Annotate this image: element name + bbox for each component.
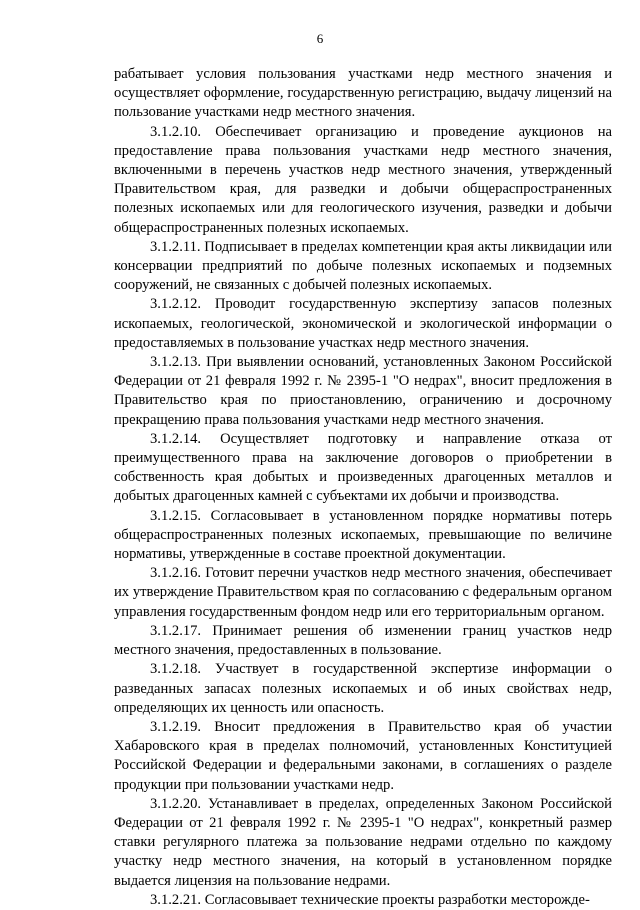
- clause-3-1-2-13: 3.1.2.13. При выявлении оснований, установленных Законом Российской Федерации от 21 февраля 1992 г. № 2395-1 "О недрах", вносит предложения в Правительство края по приостановлению, ограничению и досрочному прекращению права пользования участками недр местного значения.: [114, 354, 612, 428]
- clause-3-1-2-20: 3.1.2.20. Устанавливает в пределах, определенных Законом Российской Федерации от 21 февраля 1992 г. № 2395-1 "О недрах", конкретный размер ставки регулярного платежа за пользование недрами отдельно по каждому участку недр местного значения, на который в установленном порядке выдается лицензия на пользование недрами.: [114, 795, 612, 889]
- paragraph-continuation: рабатывает условия пользования участками недр местного значения и осуществляет оформление, государственную регистрацию, выдачу лицензий на пользование участками недр местного значения.: [114, 66, 612, 121]
- page-number: 6: [316, 31, 324, 46]
- clause-3-1-2-11: 3.1.2.11. Подписывает в пределах компетенции края акты ликвидации или консервации предприятий по добыче полезных ископаемых и подземных сооружений, не связанных с добычей полезных ископаемых.: [114, 238, 612, 294]
- clause-3-1-2-12: 3.1.2.12. Проводит государственную экспертизу запасов полезных ископаемых, геологической, экономической и экологической информации о предоставляемых в пользование участках недр местного значения.: [114, 296, 612, 351]
- clause-3-1-2-10: 3.1.2.10. Обеспечивает организацию и проведение аукционов на предоставление права пользования участками недр местного значения, включенными в перечень участков недр местного значения, утвержденный Правительством края, для разведки и добычи общераспространенных полезных ископаемых или для геологического изучения, разведки и добычи общераспространенных полезных ископаемых.: [114, 123, 612, 236]
- clause-3-1-2-21: 3.1.2.21. Согласовывает технические проекты разработки месторожде-: [150, 891, 590, 908]
- clause-3-1-2-19: 3.1.2.19. Вносит предложения в Правительство края об участии Хабаровского края в пределах полномочий, установленных Конституцией Российской Федерации и федеральными законами, в соглашениях о разделе продукции при пользовании участками недр.: [114, 718, 612, 793]
- document-body: [114, 65, 612, 910]
- clause-3-1-2-15: 3.1.2.15. Согласовывает в установленном порядке нормативы потерь общераспространенных полезных ископаемых, превышающие по величине нормативы, утвержденные в составе проектной документации.: [114, 507, 612, 563]
- clause-3-1-2-14: 3.1.2.14. Осуществляет подготовку и направление отказа от преимущественного права на заключение договоров о приобретении в собственность края добытых и произведенных драгоценных металлов и добытых драгоценных камней с субъектами их добычи и производства.: [114, 430, 612, 505]
- clause-3-1-2-17: 3.1.2.17. Принимает решения об изменении границ участков недр местного значения, предоставленных в пользование.: [114, 622, 612, 659]
- clause-3-1-2-16: 3.1.2.16. Готовит перечни участков недр местного значения, обеспечивает их утверждение Правительством края по согласованию с федеральным органом управления государственным фондом недр или его территориальным органом.: [114, 565, 612, 620]
- clause-3-1-2-18: 3.1.2.18. Участвует в государственной экспертизе информации о разведанных запасах полезных ископаемых и об иных свойствах недр, определяющих их ценность или опасность.: [114, 661, 612, 716]
